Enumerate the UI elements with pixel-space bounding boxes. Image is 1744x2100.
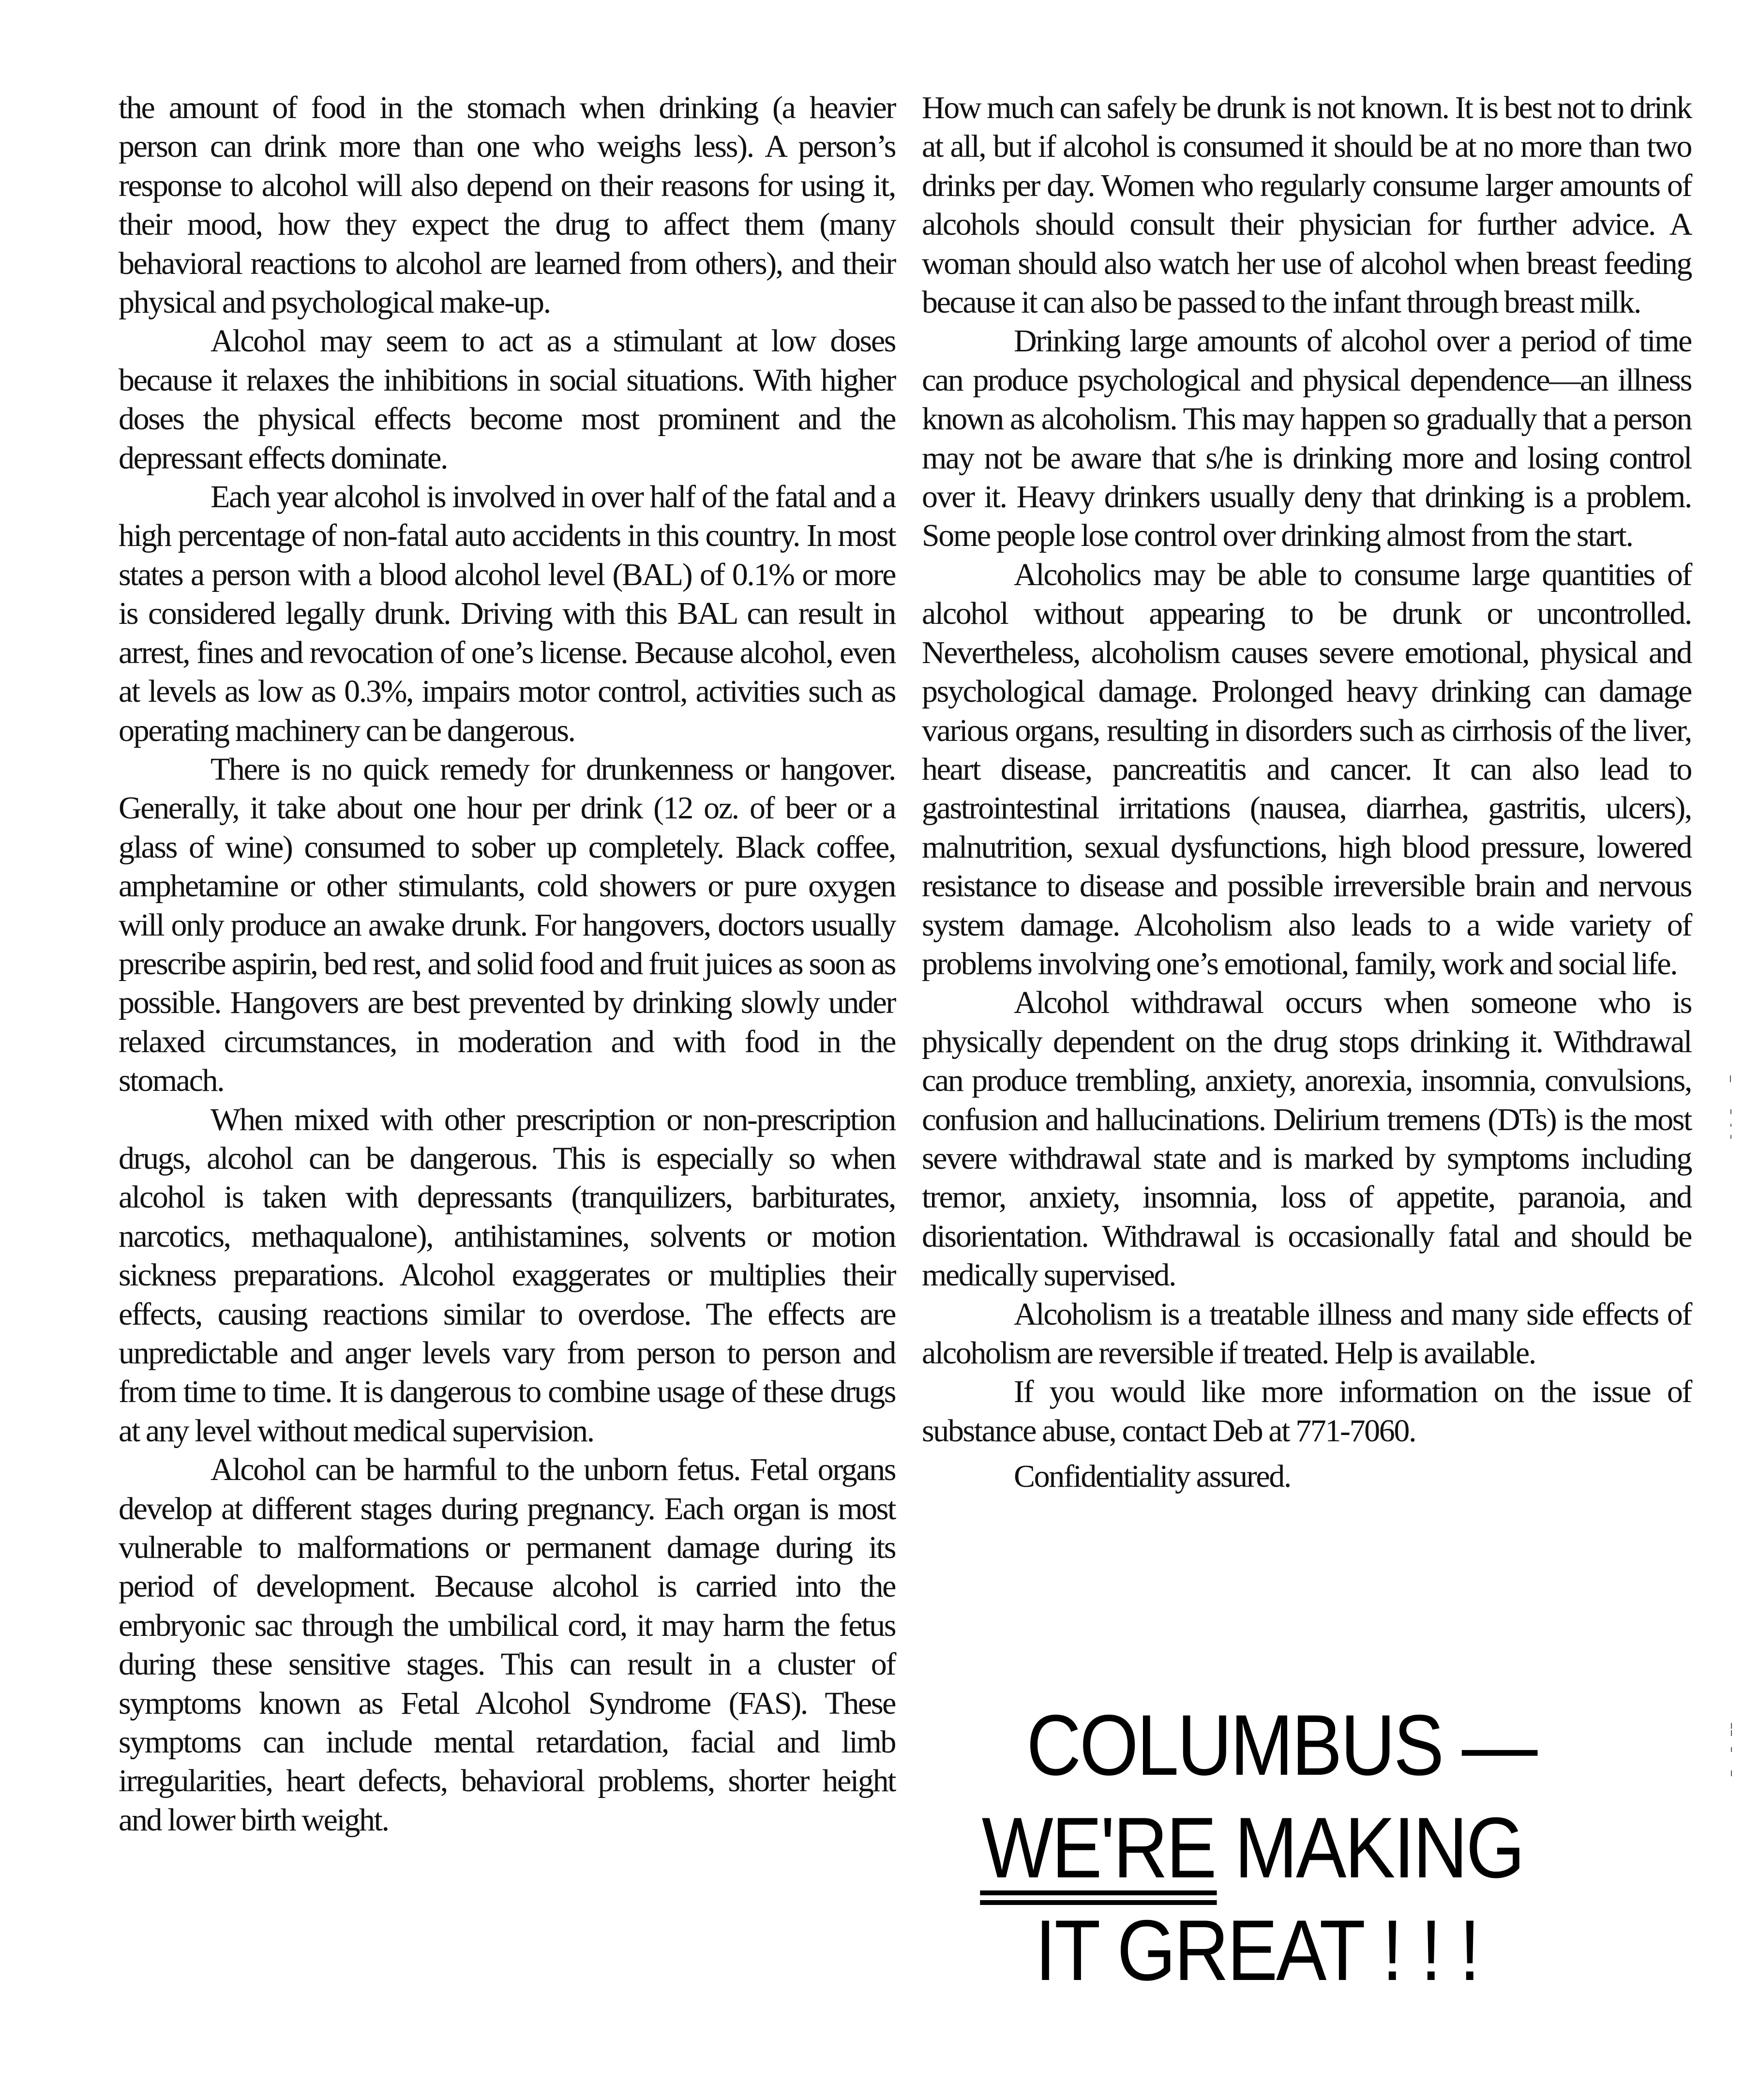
paragraph-stimulant-low-doses: Alcohol may seem to act as a stimulant at low doses because it relaxes the inhibitions in social situations. With higher doses the physical effects become most prominent and the depressant effects dominate. (119, 323, 895, 476)
scan-artifact-mark (1731, 1747, 1732, 1752)
slogan-line-3: IT GREAT ! ! ! (1035, 1902, 1479, 1998)
slogan-banner (977, 1694, 1565, 2002)
slogan-underlined-word: WE'RE (982, 1797, 1215, 1899)
scan-artifact-mark (1730, 1124, 1731, 1127)
slogan-line-2-rest: MAKING (1215, 1799, 1523, 1896)
scan-artifact-mark (1731, 1730, 1732, 1736)
paragraph-dependence: Drinking large amounts of alcohol over a period of time can produce psychological and physical dependence—an illness known as alcoholism. This may happen so gradually that a person may not be aware that s/he is drinking more and losing control over it. Heavy drinkers usually deny that drinking is a problem. Some people lose control over drinking almost from the start. (922, 323, 1691, 554)
paragraph-contact-info: If you would like more information on the issue of substance abuse, contact Deb at 771-7060. (922, 1374, 1691, 1449)
scan-artifact-mark (1731, 1770, 1732, 1776)
paragraph-alcoholic-damage: Alcoholics may be able to consume large quantities of alcohol without appearing to be drunk or uncontrolled. Nevertheless, alcoholism causes severe emotional, physical and psychological damage. Prolonged heavy drinking can damage various organs, resulting in disorders such as cirrhosis of the liver, heart disease, pancreatitis and cancer. It can also lead to gastrointestinal irritations (nausea, diarrhea, gastritis, ulcers), malnutrition, sexual dysfunctions, high blood pressure, lowered resistance to disease and possible irreversible brain and nervous system damage. Alcoholism also leads to a wide variety of problems involving one’s emotional, family, work and social life. (922, 557, 1691, 982)
paragraph-safe-amount: How much can safely be drunk is not known. It is best not to drink at all, but if alcohol is consumed it should be at no more than two drinks per day. Women who regularly consume larger amounts of alcohols should consult their physician for further advice. A woman should also watch her use of alcohol when breast feeding because it can also be passed to the infant through breast milk. (922, 90, 1691, 320)
right-column (922, 89, 1691, 1496)
paragraph-auto-accidents-bal: Each year alcohol is involved in over half of the fatal and a high percentage of non-fatal auto accidents in this country. In most states a person with a blood alcohol level (BAL) of 0.1% or more is considered legally drunk. Driving with this BAL can result in arrest, fines and revocation of one’s license. Because alcohol, even at levels as low as 0.3%, impairs motor control, activities such as operating machinery can be dangerous. (119, 479, 895, 748)
slogan-line-2 (977, 1797, 1565, 1899)
scan-artifact-mark (1731, 1723, 1732, 1729)
scan-artifact-mark (1730, 1075, 1731, 1082)
paragraph-food-and-response: the amount of food in the stomach when drinking (a heavier person can drink more than one who weighs less). A person’s response to alcohol will also depend on their reasons for using it, their mood, how they expect the drug to affect them (many behavioral reactions to alcohol are learned from others), and their physical and psychological make-up. (119, 90, 895, 320)
paragraph-hangover-remedy: There is no quick remedy for drunkenness or hangover. Generally, it take about one hour per drink (12 oz. of beer or a glass of wine) consumed to sober up completely. Black coffee, amphetamine or other stimulants, cold showers or pure oxygen will only produce an awake drunk. For hangovers, doctors usually prescribe aspirin, bed rest, and solid food and fruit juices as soon as possible. Hangovers are best prevented by drinking slowly under relaxed circumstances, in moderation and with food in the stomach. (119, 751, 895, 1099)
paragraph-fetal-alcohol: Alcohol can be harmful to the unborn fetus. Fetal organs develop at different stages during pregnancy. Each organ is most vulnerable to malformations or permanent damage during its period of development. Because alcohol is carried into the embryonic sac through the umbilical cord, it may harm the fetus during these sensitive stages. This can result in a cluster of symptoms known as Fetal Alcohol Syndrome (FAS). These symptoms can include mental retardation, facial and limb irregularities, heart defects, behavioral problems, shorter height and lower birth weight. (119, 1452, 895, 1838)
paragraph-confidentiality: Confidentiality assured. (1014, 1459, 1291, 1495)
slogan-line-1: COLUMBUS — (1026, 1697, 1536, 1793)
scan-artifact-mark (1730, 1135, 1731, 1139)
paragraph-treatable: Alcoholism is a treatable illness and many side effects of alcoholism are reversible if treated. Help is available. (922, 1296, 1691, 1371)
scan-artifact-mark (1730, 1109, 1731, 1114)
left-column (119, 89, 895, 1840)
paragraph-withdrawal: Alcohol withdrawal occurs when someone who is physically dependent on the drug stops drinking it. Withdrawal can produce trembling, anxiety, anorexia, insomnia, convulsions, confusion and hallucinations. Delirium tremens (DTs) is the most severe withdrawal state and is marked by symptoms including tremor, anxiety, insomnia, loss of appetite, paranoia, and disorientation. Withdrawal is occasionally fatal and should be medically supervised. (922, 985, 1691, 1293)
paragraph-drug-interactions: When mixed with other prescription or non-prescription drugs, alcohol can be dangerous. This is especially so when alcohol is taken with depressants (tranquilizers, barbiturates, narcotics, methaqualone), antihistamines, solvents or motion sickness preparations. Alcohol exaggerates or multiplies their effects, causing reactions similar to overdose. The effects are unpredictable and anger levels vary from person to person and from time to time. It is dangerous to combine usage of these drugs at any level without medical supervision. (119, 1102, 895, 1449)
